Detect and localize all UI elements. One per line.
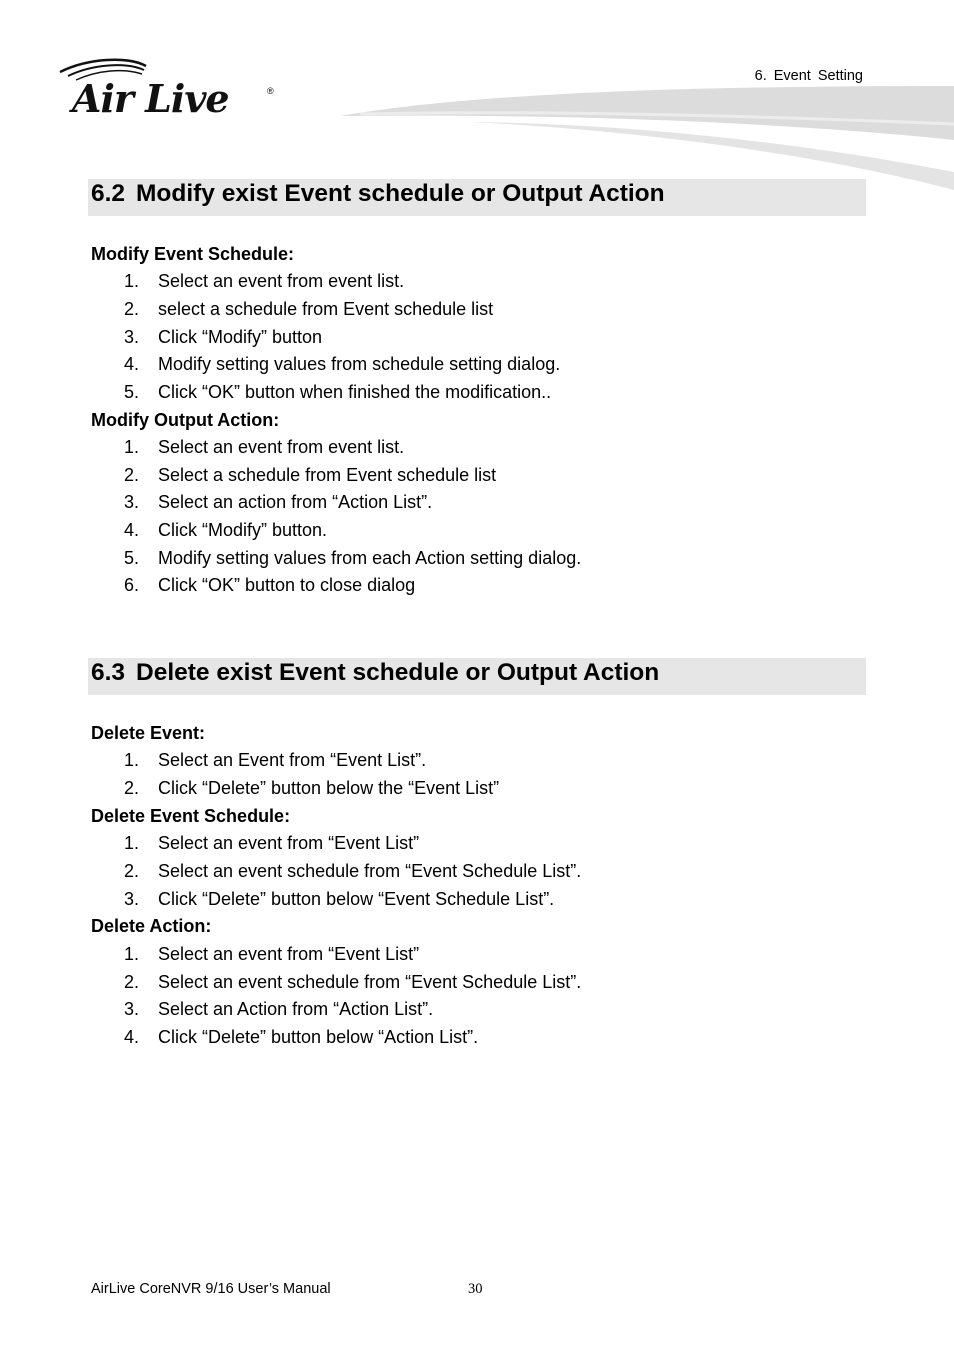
section-title-text: Delete exist Event schedule or Output Action [136,659,660,686]
list-item: 1. Select an event from event list. [124,271,405,291]
list-item: 3. Click “Modify” button [124,327,323,347]
list-item: 2. Select an event schedule from “Event Schedule List”. [124,972,582,992]
subheading-delete-event: Delete Event: [91,723,206,743]
list-item: 3. Select an action from “Action List”. [124,492,433,512]
list-item: 5. Click “OK” button when finished the modification.. [124,382,552,402]
section-header-6-2 [88,179,866,216]
list-item: 3. Select an Action from “Action List”. [124,999,434,1019]
section-number: 6.3 [91,659,126,686]
section-title-text: Modify exist Event schedule or Output Action [136,180,665,207]
list-item: 6. Click “OK” button to close dialog [124,575,416,595]
list-item: 4. Modify setting values from schedule setting dialog. [124,354,561,374]
subheading-delete-event-schedule: Delete Event Schedule: [91,806,291,826]
chapter-label: 6. Event Setting [754,68,863,84]
section-number: 6.2 [91,180,126,207]
section-header-6-3 [88,658,866,695]
list-item: 2. select a schedule from Event schedule list [124,299,494,319]
list-item: 1. Select an event from “Event List” [124,944,420,964]
list-item: 5. Modify setting values from each Action setting dialog. [124,548,582,568]
subheading-modify-event-schedule: Modify Event Schedule: [91,244,295,264]
registered-mark: ® [267,86,274,96]
footer-manual-title: AirLive CoreNVR 9/16 User’s Manual [91,1281,331,1297]
list-item: 2. Select an event schedule from “Event Schedule List”. [124,861,582,881]
section-title [91,179,665,209]
subheading-modify-output-action: Modify Output Action: [91,410,280,430]
list-item: 2. Select a schedule from Event schedule list [124,465,497,485]
logo-wordmark: Air Live [72,76,229,121]
subheading-delete-action: Delete Action: [91,916,212,936]
header-swoosh-graphic [340,80,954,195]
list-item: 4. Click “Modify” button. [124,520,328,540]
footer-page-number: 30 [468,1281,483,1297]
list-item: 1. Select an event from event list. [124,437,405,457]
list-item: 1. Select an Event from “Event List”. [124,750,427,770]
list-item: 1. Select an event from “Event List” [124,833,420,853]
list-item: 3. Click “Delete” button below “Event Schedule List”. [124,889,555,909]
section-title [91,658,659,688]
list-item: 4. Click “Delete” button below “Action List”. [124,1027,479,1047]
list-item: 2. Click “Delete” button below the “Event List” [124,778,500,798]
airlive-logo [58,58,283,124]
